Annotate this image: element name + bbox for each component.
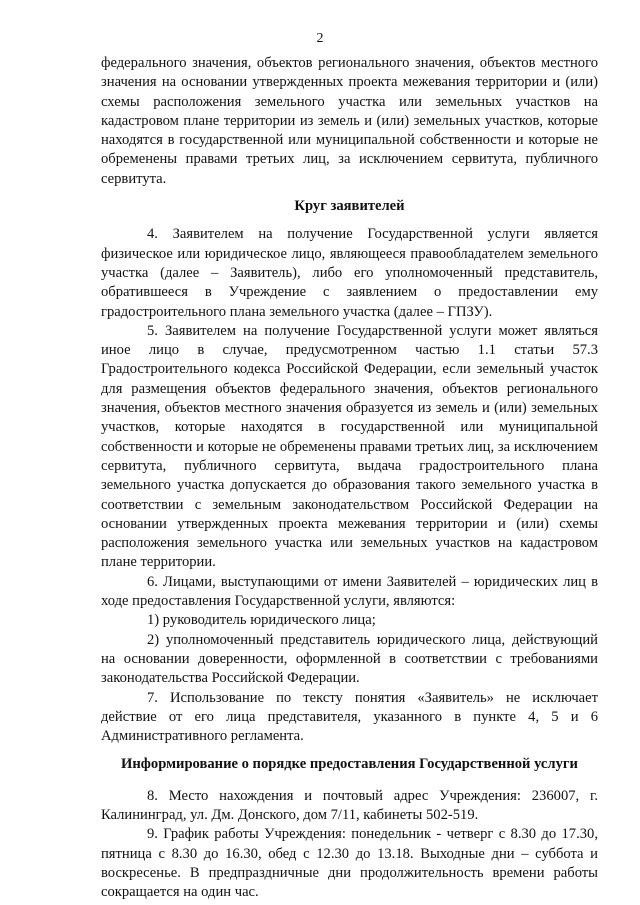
paragraph-8: 8. Место нахождения и почтовый адрес Учреждения: 236007, г. Калининград, ул. Дм. Донского, дом 7/11, кабинеты 502-519. (101, 787, 598, 823)
continuation-paragraph: федерального значения, объектов регионального значения, объектов местного значения на основании утвержденных проекта межевания территории и (или) схемы расположения земельного участка или земельных участков на кадастровом плане территории из земель и (или) земельных участков, которые находятся в государственной или муниципальной собственности и которые не обременены правами третьих лиц, за исключением сервитута, публичного сервитута. (101, 55, 598, 187)
paragraph-7: 7. Использование по тексту понятия «Заявитель» не исключает действие от его лица представителя, указанного в пункте 4, 5 и 6 Административного регламента. (101, 689, 598, 745)
section-heading-information: Информирование о порядке предоставления Государственной услуги (121, 756, 578, 773)
section-heading-applicants: Круг заявителей (294, 198, 405, 215)
paragraph-4: 4. Заявителем на получение Государственной услуги является физическое или юридическое лицо, являющееся правообладателем земельного участка (далее – Заявитель), либо его уполномоченный представитель, обратившееся в Учреждение с заявлением о предоставлении ему градостроительного плана земельного участка (далее – ГПЗУ). (101, 226, 598, 320)
paragraph-5: 5. Заявителем на получение Государственной услуги может являться иное лицо в случае, предусмотренном частью 1.1 статьи 57.3 Градостроительного кодекса Российской Федерации, если земельный участок для размещения объектов федерального значения, объектов регионального значения, объектов местного значения образуется из земель и (или) земельных участков, которые находятся в государственной или муниципальной собственности и которые не обременены правами третьих лиц, за исключением сервитута, публичного сервитута, выдача градостроительного плана земельного участка допускается до образования такого земельного участка в соответствии с земельным законодательством Российской Федерации на основании утвержденных проекта межевания территории и (или) схемы расположения земельного участка или земельных участков на кадастровом плане территории. (101, 322, 598, 571)
paragraph-9: 9. График работы Учреждения: понедельник - четверг с 8.30 до 17.30, пятница с 8.30 до 16.30, обед с 12.30 до 13.18. Выходные дни – суббота и воскресенье. В предпраздничные дни продолжительность времени работы сокращается на один час. (101, 826, 598, 901)
list-item-2: 2) уполномоченный представитель юридического лица, действующий на основании доверенности, оформленной в соответствии с требованиями законодательства Российской Федерации. (101, 631, 598, 687)
paragraph-6: 6. Лицами, выступающими от имени Заявителей – юридических лиц в ходе предоставления Государственной услуги, являются: (101, 573, 598, 610)
document-body (101, 54, 598, 902)
page-number: 2 (316, 31, 324, 46)
list-item-1: 1) руководитель юридического лица; (147, 612, 376, 629)
